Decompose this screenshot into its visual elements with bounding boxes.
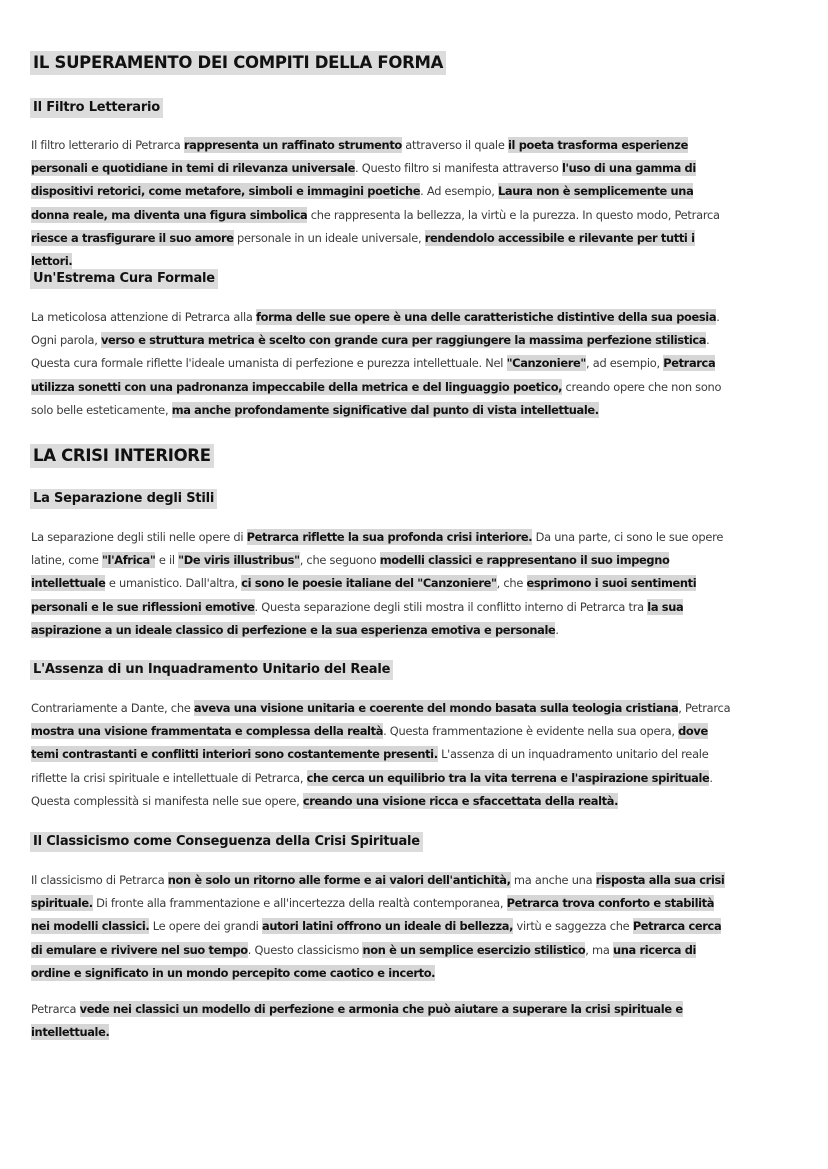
text-run: La meticolosa attenzione di Petrarca alla xyxy=(31,310,257,324)
text-run: , che xyxy=(496,576,527,591)
highlighted-text: riesce a trasfigurare il suo amore xyxy=(31,230,234,245)
highlighted-text: ci sono le poesie italiane del "Canzoniere" xyxy=(241,576,497,591)
subtitle-filtro-letterario: Il Filtro Letterario xyxy=(30,98,163,118)
subtitle-assenza-inquadramento: L'Assenza di un Inquadramento Unitario del Reale xyxy=(30,660,393,680)
paragraph-filtro-letterario xyxy=(31,134,731,273)
highlighted-text: rappresenta un raffinato strumento xyxy=(183,138,402,152)
text-run: . Questa complessità si manifesta nelle sue opere, xyxy=(31,770,713,808)
highlighted-text: Petrarca utilizza sonetti con una padronanza impeccabile della metrica e del linguaggio poetico, xyxy=(31,356,716,394)
text-run: creando opere che non sono solo belle esteticamente, xyxy=(31,379,722,417)
highlighted-text: ma anche profondamente significative dal punto di vista intellettuale. xyxy=(171,402,599,417)
highlighted-text: la sua aspirazione a un ideale classico di perfezione e la sua esperienza emotiva e personale xyxy=(31,599,684,637)
text-run: . Questa frammentazione è evidente nella sua opera, xyxy=(383,724,679,739)
text-run: . Questa cura formale riflette l'ideale umanista di perfezione e purezza intellettuale. Nel xyxy=(31,333,710,371)
section-title-superamento: IL SUPERAMENTO DEI COMPITI DELLA FORMA xyxy=(30,51,446,75)
text-run: . Questo filtro si manifesta attraverso xyxy=(355,161,562,176)
text-run: . Questo classicismo xyxy=(247,942,363,957)
paragraph-cura-formale xyxy=(31,306,731,422)
text-run: . Ad esempio, xyxy=(420,184,498,199)
highlighted-text: aveva una visione unitaria e coerente del mondo basata sulla teologia cristiana xyxy=(193,701,679,715)
highlighted-text: autori latini offrono un ideale di bellezza, xyxy=(261,919,514,934)
text-run: , Petrarca xyxy=(678,701,731,715)
highlighted-text: Petrarca cerca di emulare e rivivere nel suo tempo xyxy=(31,919,722,957)
highlighted-text: Petrarca riflette la sua profonda crisi interiore. xyxy=(246,530,533,544)
text-run: L'assenza di un inquadramento unitario del reale riflette la crisi spirituale e intellettuale di Petrarca, xyxy=(31,747,709,785)
text-run: Petrarca xyxy=(31,1002,80,1016)
highlighted-text: non è solo un ritorno alle forme e ai valori dell'antichità, xyxy=(167,873,511,887)
subtitle-cura-formale: Un'Estrema Cura Formale xyxy=(30,269,218,289)
text-run: Da una parte, ci sono le sue opere latine, come xyxy=(31,530,724,568)
highlighted-text: Laura non è semplicemente una donna reale, ma diventa una figura simbolica xyxy=(31,184,694,222)
text-run: ma anche una xyxy=(510,873,596,887)
highlighted-text: rendendolo accessibile e rilevante per tutti i lettori. xyxy=(31,230,695,269)
paragraph-assenza-inquadramento xyxy=(31,697,731,813)
highlighted-text: "l'Africa" xyxy=(101,553,156,568)
highlighted-text: forma delle sue opere è una delle caratteristiche distintive della sua poesia xyxy=(256,310,717,324)
highlighted-text: creando una visione ricca e sfaccettata della realtà. xyxy=(302,793,619,808)
highlighted-text: l'uso di una gamma di dispositivi retorici, come metafore, simboli e immagini poetiche xyxy=(31,161,696,199)
text-run: che rappresenta la bellezza, la virtù e la purezza. In questo modo, Petrarca xyxy=(307,207,720,222)
subtitle-classicismo: Il Classicismo come Conseguenza della Crisi Spirituale xyxy=(30,832,423,852)
text-run: Il classicismo di Petrarca xyxy=(31,873,168,887)
highlighted-text: verso e struttura metrica è scelto con grande cura per raggiungere la massima perfezione stilistica xyxy=(100,333,707,348)
subtitle-separazione-stili: La Separazione degli Stili xyxy=(30,489,217,509)
highlighted-text: Petrarca trova conforto e stabilità nei modelli classici. xyxy=(31,896,715,934)
section-title-crisi-interiore: LA CRISI INTERIORE xyxy=(30,444,214,468)
text-run: . Questa separazione degli stili mostra il conflitto interno di Petrarca tra xyxy=(254,599,648,614)
text-run: Contrariamente a Dante, che xyxy=(31,701,194,715)
text-run: , che seguono xyxy=(299,553,380,568)
highlighted-text: il poeta trasforma esperienze personali e quotidiane in temi di rilevanza universale xyxy=(31,138,688,176)
text-run: e umanistico. Dall'altra, xyxy=(105,576,242,591)
highlighted-text: che cerca un equilibrio tra la vita terrena e l'aspirazione spirituale xyxy=(306,770,710,785)
paragraph-separazione-stili xyxy=(31,526,731,642)
text-run: virtù e saggezza che xyxy=(513,919,633,934)
paragraph-classicismo xyxy=(31,869,731,985)
text-run: personale in un ideale universale, xyxy=(233,230,425,245)
highlighted-text: una ricerca di ordine e significato in un mondo percepito come caotico e incerto. xyxy=(31,942,697,980)
highlighted-text: vede nei classici un modello di perfezione e armonia che può aiutare a superare la crisi spirituale e intellettuale. xyxy=(31,1002,683,1040)
text-run: . xyxy=(555,622,559,637)
highlighted-text: modelli classici e rappresentano il suo impegno intellettuale xyxy=(31,553,670,591)
text-run: , ad esempio, xyxy=(585,356,664,371)
text-run: , ma xyxy=(585,942,613,957)
text-run: La separazione degli stili nelle opere di xyxy=(31,530,247,544)
text-run: Le opere dei grandi xyxy=(149,919,262,934)
highlighted-text: non è un semplice esercizio stilistico xyxy=(362,942,586,957)
text-run: e il xyxy=(155,553,179,568)
text-run: attraverso il quale xyxy=(401,138,508,152)
paragraph-conclusione xyxy=(31,998,731,1044)
highlighted-text: "Canzoniere" xyxy=(506,356,586,371)
highlighted-text: dove temi contrastanti e conflitti interiori sono costantemente presenti. xyxy=(31,724,708,762)
highlighted-text: "De viris illustribus" xyxy=(178,553,300,568)
highlighted-text: esprimono i suoi sentimenti personali e le sue riflessioni emotive xyxy=(31,576,697,614)
text-run: Il filtro letterario di Petrarca xyxy=(31,138,184,152)
text-run: . Ogni parola, xyxy=(31,310,720,348)
highlighted-text: mostra una visione frammentata e complessa della realtà xyxy=(31,724,384,739)
highlighted-text: risposta alla sua crisi spirituale. xyxy=(31,873,725,911)
text-run: Di fronte alla frammentazione e all'incertezza della realtà contemporanea, xyxy=(92,896,507,911)
